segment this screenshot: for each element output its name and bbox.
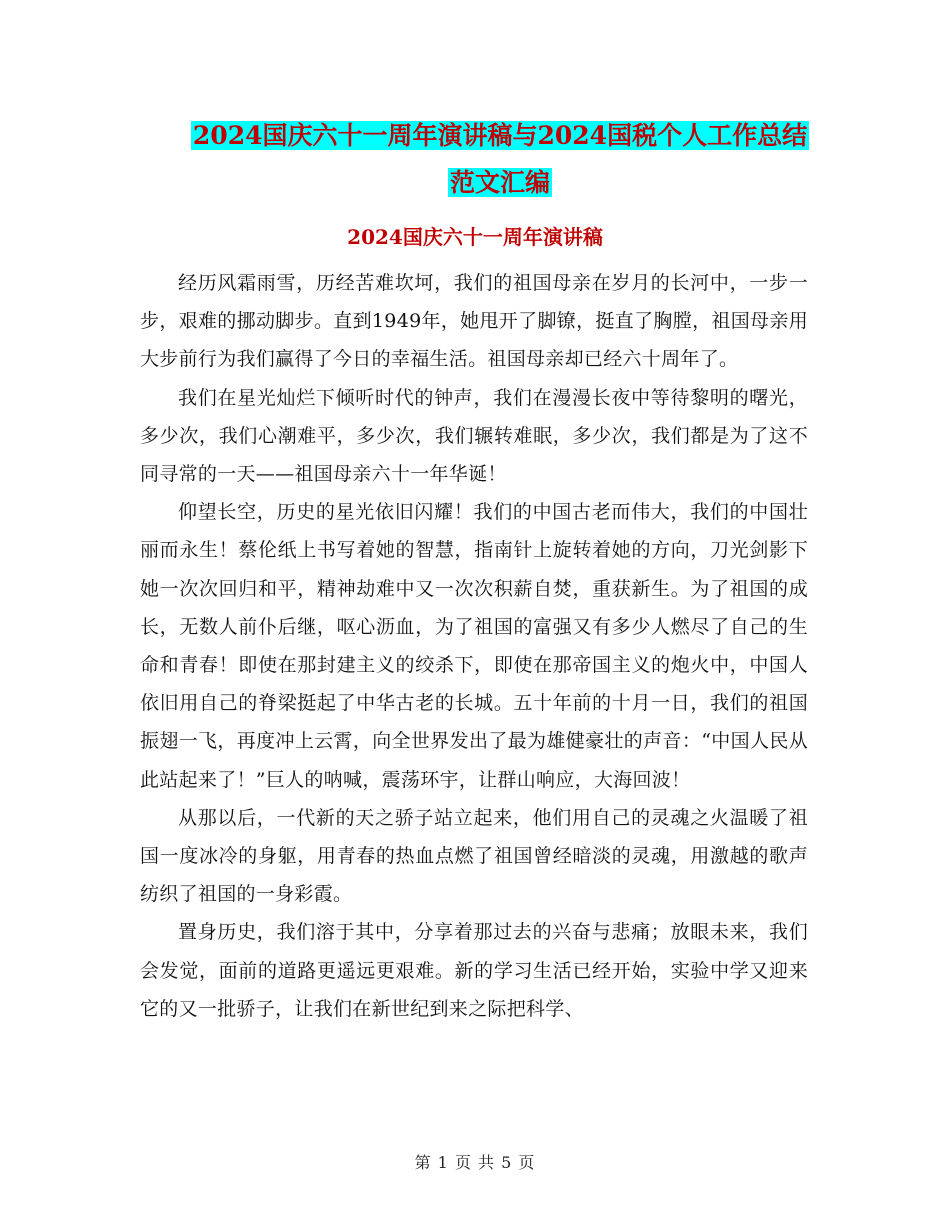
document-title-line-2: 范文汇编 (449, 168, 550, 197)
body-text (140, 264, 808, 1028)
paragraph: 置身历史，我们溶于其中，分享着那过去的兴奋与悲痛；放眼未来，我们会发觉，面前的道路更遥远更艰难。新的学习生活已经开始，实验中学又迎来它的又一批骄子，让我们在新世纪到来之际把科学、 (140, 921, 808, 1020)
page-footer: 第 1 页 共 5 页 (414, 1153, 536, 1172)
document-title (140, 112, 860, 206)
document-title-line-1: 2024国庆六十一周年演讲稿与2024国税个人工作总结 (192, 121, 808, 150)
paragraph: 从那以后，一代新的天之骄子站立起来，他们用自己的灵魂之火温暖了祖国一度冰冷的身躯，用青春的热血点燃了祖国曾经暗淡的灵魂，用激越的歌声纺织了祖国的一身彩霞。 (140, 806, 808, 906)
paragraph: 我们在星光灿烂下倾听时代的钟声，我们在漫漫长夜中等待黎明的曙光，多少次，我们心潮难平，多少次，我们辗转难眠，多少次，我们都是为了这不同寻常的一天——祖国母亲六十一年华诞！ (140, 386, 808, 486)
paragraph: 经历风霜雨雪，历经苦难坎坷，我们的祖国母亲在岁月的长河中，一步一步，艰难的挪动脚步。直到1949年，她甩开了脚镣，挺直了胸膛，祖国母亲用大步前行为我们赢得了今日的幸福生活。祖国母亲却已经六十周年了。 (140, 272, 808, 371)
section-title: 2024国庆六十一周年演讲稿 (347, 225, 603, 249)
paragraph: 仰望长空，历史的星光依旧闪耀！我们的中国古老而伟大，我们的中国壮丽而永生！蔡伦纸上书写着她的智慧，指南针上旋转着她的方向，刀光剑影下她一次次回归和平，精神劫难中又一次次积薪自焚，重获新生。为了祖国的成长，无数人前仆后继，呕心沥血，为了祖国的富强又有多少人燃尽了自己的生命和青春！即使在那封建主义的绞杀下，即使在那帝国主义的炮火中，中国人依旧用自己的脊梁挺起了中华古老的长城。五十年前的十月一日，我们的祖国振翅一飞，再度冲上云霄，向全世界发出了最为雄健豪壮的声音：“中国人民从此站起来了！”巨人的呐喊，震荡环宇，让群山响应，大海回波！ (140, 501, 808, 791)
